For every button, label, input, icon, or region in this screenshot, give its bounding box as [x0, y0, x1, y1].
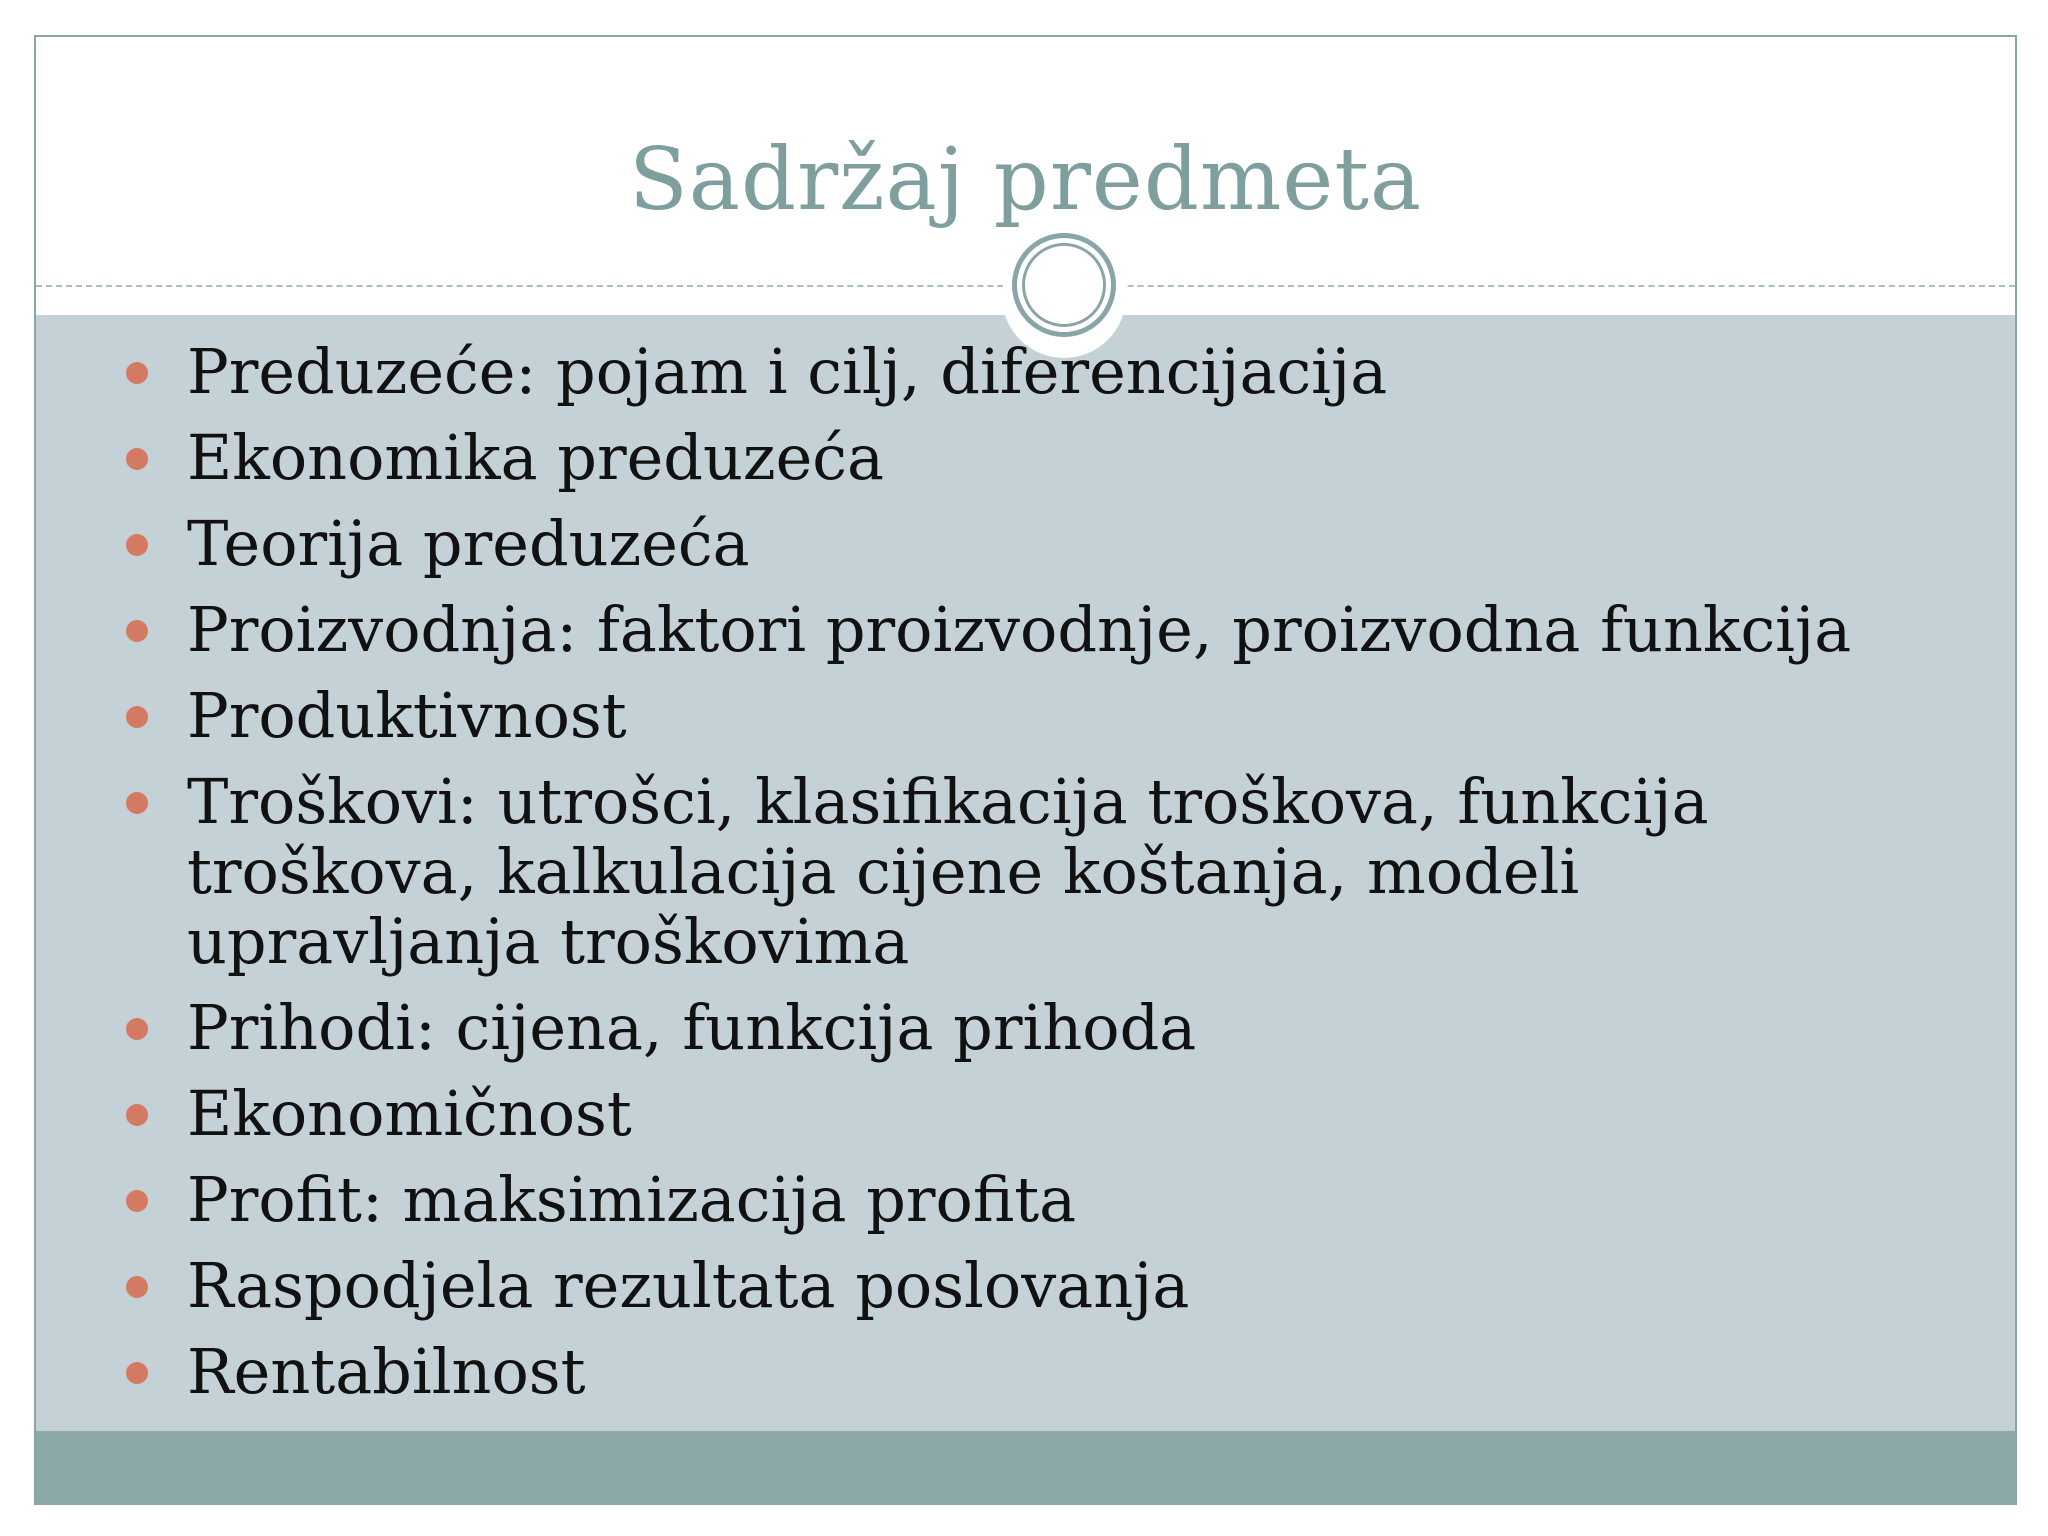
list-item-text: Ekonomičnost — [187, 1077, 632, 1150]
list-item-text: Troškovi: utrošci, klasifikacija troškova, funkcija troškova, kalkulacija cijene koštanja, modeli upravljanja troškovima — [187, 765, 1709, 978]
list-item-text: Profit: maksimizacija profita — [187, 1163, 1077, 1236]
list-item — [96, 509, 1947, 579]
bullet-icon — [126, 1190, 148, 1212]
list-item — [96, 1251, 1947, 1321]
list-item — [96, 993, 1947, 1063]
list-item — [96, 1165, 1947, 1235]
list-item — [96, 337, 1947, 407]
list-item — [96, 1337, 1947, 1407]
list-item-text: Raspodjela rezultata poslovanja — [187, 1249, 1190, 1322]
list-item — [96, 423, 1947, 493]
list-item — [96, 595, 1947, 665]
bullet-icon — [126, 706, 148, 728]
bullet-icon — [126, 1276, 148, 1298]
list-item-text: Ekonomika preduzeća — [187, 421, 884, 494]
list-item — [96, 1079, 1947, 1149]
bullet-icon — [126, 534, 148, 556]
footer-band — [36, 1431, 2015, 1503]
list-item-text: Proizvodnja: faktori proizvodnje, proizvodna funkcija — [187, 593, 1852, 666]
bullet-icon — [126, 448, 148, 470]
bullet-icon — [126, 362, 148, 384]
circle-ornament-inner — [1022, 243, 1106, 327]
slide — [34, 35, 2017, 1505]
bullet-icon — [126, 620, 148, 642]
bullet-icon — [126, 1362, 148, 1384]
bullet-list — [96, 337, 1976, 1423]
list-item — [96, 767, 1947, 977]
list-item-text: Prihodi: cijena, funkcija prihoda — [187, 991, 1197, 1064]
list-item-text: Produktivnost — [187, 679, 627, 752]
list-item-text: Teorija preduzeća — [187, 507, 750, 580]
list-item — [96, 681, 1947, 751]
bullet-icon — [126, 1104, 148, 1126]
list-item-text: Rentabilnost — [187, 1335, 586, 1408]
slide-title: Sadržaj predmeta — [628, 130, 1423, 230]
list-item-text: Preduzeće: pojam i cilj, diferencijacija — [187, 335, 1388, 408]
bullet-icon — [126, 1018, 148, 1040]
bullet-icon — [126, 792, 148, 814]
